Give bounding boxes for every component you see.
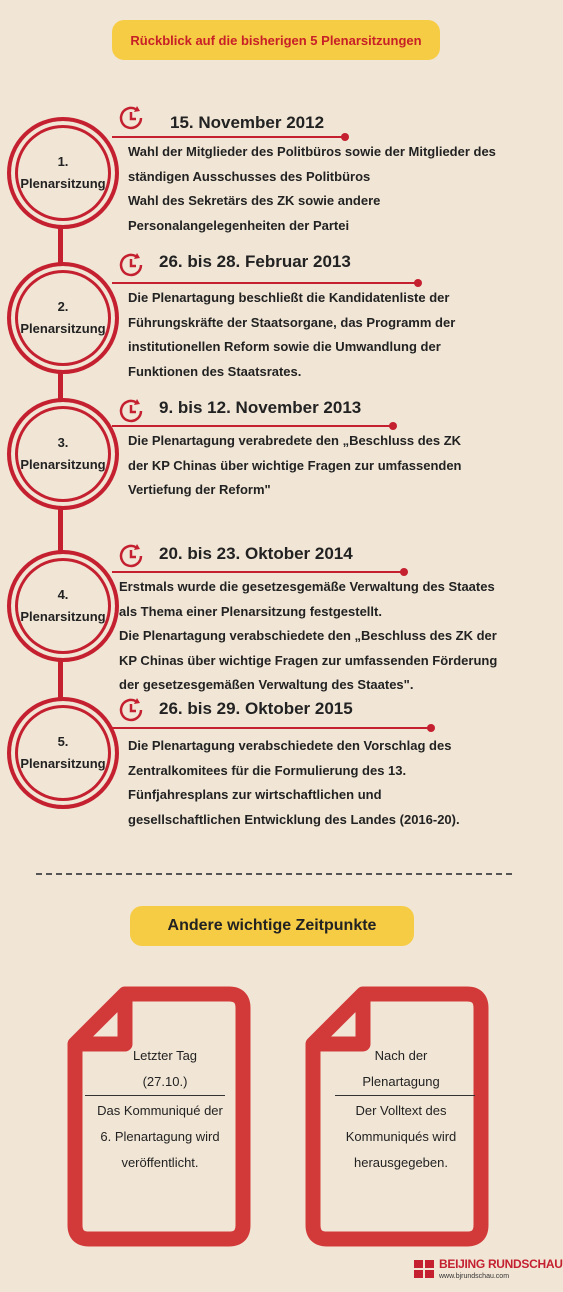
description-line: Führungskräfte der Staatsorgane, das Programm der xyxy=(128,314,456,330)
logo-url: www.bjrundschau.com xyxy=(439,1273,510,1280)
session-number: 5. xyxy=(57,734,69,749)
card-body-line: Das Kommuniqué der xyxy=(97,1103,223,1118)
other-title: Andere wichtige Zeitpunkte xyxy=(167,917,377,934)
logo-mark-icon xyxy=(413,1258,435,1280)
description-line: Wahl des Sekretärs des ZK sowie andere xyxy=(128,193,381,208)
description-line: als Thema einer Plenarsitzung festgestellt. xyxy=(119,603,382,619)
session-label: Plenarsitzung xyxy=(20,457,106,472)
session-description xyxy=(128,429,462,503)
description-line: Fünfjahresplans zur wirtschaftlichen und xyxy=(128,787,382,802)
session-number: 2. xyxy=(57,299,69,314)
description-line: KP Chinas über wichtige Fragen zur umfassenden Förderung xyxy=(119,652,498,668)
clock-icon xyxy=(116,695,146,725)
date-underline xyxy=(112,571,403,573)
session-date: 15. November 2012 xyxy=(170,113,325,132)
session-circle xyxy=(7,117,119,229)
card-heading-line: Plenartagung xyxy=(362,1074,440,1089)
clock-icon xyxy=(116,250,146,280)
description-line: Erstmals wurde die gesetzesgemäße Verwaltung des Staates xyxy=(119,579,495,594)
session-circle xyxy=(7,262,119,374)
description-line: gesellschaftlichen Entwicklung des Landes (2016-20). xyxy=(128,811,460,827)
card-divider xyxy=(85,1095,225,1096)
beijing-rundschau-logo xyxy=(413,1256,563,1284)
card-heading xyxy=(110,1043,220,1095)
header-title: Rückblick auf die bisherigen 5 Plenarsitzungen xyxy=(130,32,422,48)
session-number: 3. xyxy=(57,435,69,450)
date-underline xyxy=(112,727,430,729)
date-underline xyxy=(112,136,345,138)
description-line: der gesetzesgemäßen Verwaltung des Staates". xyxy=(119,677,414,692)
session-description xyxy=(128,286,455,384)
description-line: Wahl der Mitglieder des Politbüros sowie der Mitglieder des xyxy=(128,144,496,159)
description-line: der KP Chinas über wichtige Fragen zur umfassenden xyxy=(128,457,462,473)
session-label: Plenarsitzung xyxy=(20,321,106,336)
other-title-pill xyxy=(130,906,414,946)
date-underline xyxy=(112,425,392,427)
session-number: 4. xyxy=(57,587,69,602)
session-label: Plenarsitzung xyxy=(20,176,106,191)
description-line: ständigen Ausschusses des Politbüros xyxy=(128,168,371,184)
description-line: institutionellen Reform sowie die Umwandlung der xyxy=(128,339,441,354)
description-line: Die Plenartagung verabschiedete den „Beschluss des ZK der xyxy=(119,628,497,643)
card-body-line: 6. Plenartagung wird xyxy=(100,1129,220,1144)
card-body-line: Der Volltext des xyxy=(355,1103,447,1118)
section-divider xyxy=(36,873,512,875)
session-description xyxy=(128,734,460,832)
session-description xyxy=(128,140,496,238)
session-label: Plenarsitzung xyxy=(20,756,106,771)
description-line: Die Plenartagung verabschiedete den Vorschlag des xyxy=(128,738,452,753)
card-heading-line: (27.10.) xyxy=(142,1074,188,1089)
description-line: Funktionen des Staatsrates. xyxy=(128,363,302,379)
description-line: Zentralkomitees für die Formulierung des 13. xyxy=(128,762,407,778)
session-date: 20. bis 23. Oktober 2014 xyxy=(159,544,353,563)
card-body xyxy=(70,1098,250,1176)
description-line: Die Plenartagung beschließt die Kandidatenliste der xyxy=(128,290,450,305)
session-label: Plenarsitzung xyxy=(20,609,106,624)
description-line: Die Plenartagung verabredete den „Beschluss des ZK xyxy=(128,433,462,448)
session-circle xyxy=(7,697,119,809)
date-dot xyxy=(427,724,435,732)
card-body-line: herausgegeben. xyxy=(354,1155,448,1170)
card-divider xyxy=(335,1095,475,1096)
card-heading xyxy=(342,1043,460,1095)
session-date: 26. bis 28. Februar 2013 xyxy=(159,252,351,271)
date-underline xyxy=(112,282,417,284)
card-heading-line: Letzter Tag xyxy=(132,1048,198,1063)
session-description xyxy=(119,575,497,698)
card-body-line: Kommuniqués wird xyxy=(345,1129,457,1144)
header-title-pill xyxy=(112,20,440,60)
description-line: Personalangelegenheiten der Partei xyxy=(128,217,350,233)
clock-icon xyxy=(116,396,146,426)
session-circle xyxy=(7,550,119,662)
card-heading-line: Nach der xyxy=(374,1048,428,1063)
clock-icon xyxy=(116,103,146,133)
session-number: 1. xyxy=(57,154,69,169)
clock-icon xyxy=(116,541,146,571)
logo-name: BEIJING RUNDSCHAU xyxy=(439,1257,563,1271)
session-date: 26. bis 29. Oktober 2015 xyxy=(159,699,353,718)
session-date: 9. bis 12. November 2013 xyxy=(159,398,362,417)
session-circle xyxy=(7,398,119,510)
description-line: Vertiefung der Reform" xyxy=(128,482,271,497)
card-body-line: veröffentlicht. xyxy=(121,1155,199,1170)
card-body xyxy=(312,1098,490,1176)
